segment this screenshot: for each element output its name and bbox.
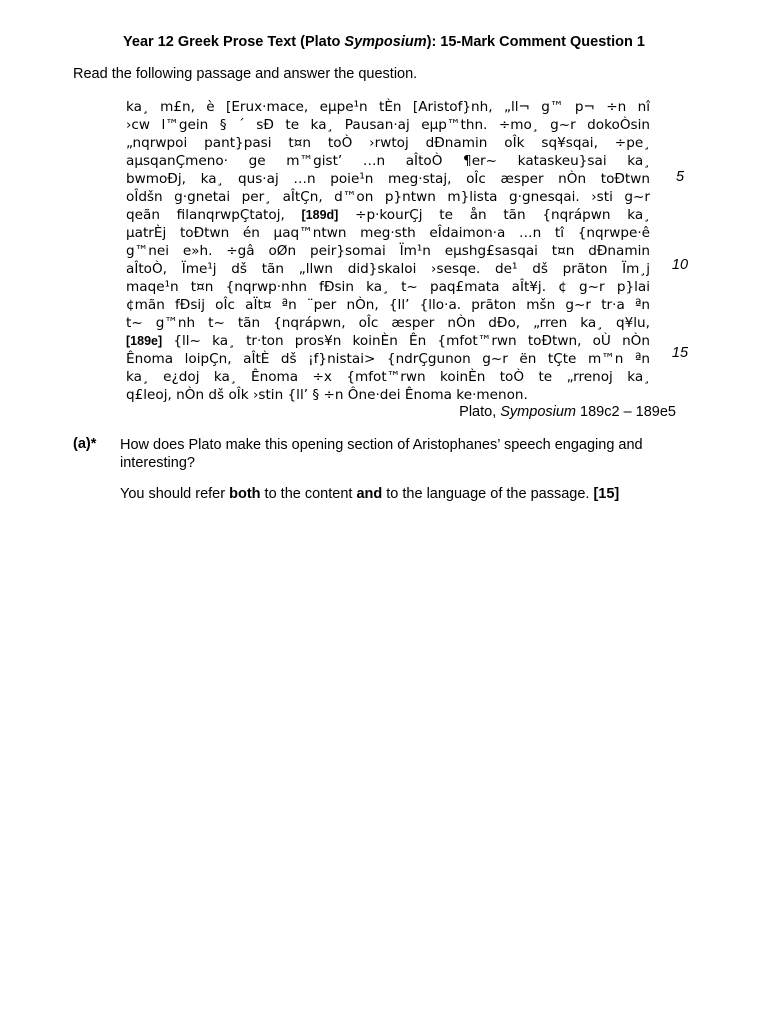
passage-line: q£leoj, nÒn dš oÎk ›stin {ll’ § ÷n Ône·dei Ênoma ke·menon. bbox=[126, 387, 528, 403]
passage-line: g™nei e»h. ÷gâ oØn peir}somai Ïm¹n eµshg£sasqai t¤n dÐnamin bbox=[126, 243, 650, 259]
passage-source: Plato, Symposium 189c2 – 189e5 bbox=[459, 404, 676, 420]
passage-line: „nqrwpoi pant}pasi t¤n toÒ ›rwtoj dÐnamin oÎk sq¥sqai, ÷pe¸ bbox=[126, 135, 650, 151]
passage-line: aÎtoÒ, Ïme¹j dš tãn „llwn did}skaloi ›sesqe. de¹ dš prãton Ïm¸j bbox=[126, 261, 650, 277]
passage-line: qeãn filanqrwpÇtatoj, [189d] ÷p·kourÇj te ån tãn {nqrápwn ka¸ bbox=[126, 207, 650, 223]
question-label: (a)* bbox=[73, 436, 97, 452]
passage-line: Ênoma loipÇn, aÎtÈ dš ¡f}nistai> {ndrÇgunon g~r ën tÇte m™n ªn bbox=[126, 351, 650, 367]
marks-label: [15] bbox=[593, 486, 620, 502]
passage-line: bwmoÐj, ka¸ qus·aj …n poie¹n meg·staj, oÎc æsper nÒn toÐtwn bbox=[126, 171, 650, 187]
instruction-text: Read the following passage and answer the question. bbox=[73, 66, 418, 82]
passage-line: ›cw l™gein § ´ sÐ te ka¸ Pausan·aj eµp™thn. ÷mo¸ g~r dokoÒsin bbox=[126, 117, 650, 133]
passage-line: ka¸ e¿doj ka¸ Ênoma ÷x {mfot™rwn koinÈn toÒ te „rrenoj ka¸ bbox=[126, 369, 650, 385]
passage-line: maqe¹n t¤n {nqrwp·nhn fÐsin ka¸ t~ paq£mata aÎt¥j. ¢ g~r p}lai bbox=[126, 279, 650, 295]
passage-line: aµsqanÇmeno· ge m™gist’ …n aÎtoÒ ¶er~ kataskeu}sai ka¸ bbox=[126, 153, 650, 169]
passage-line: oÎdšn g·gnetai per¸ aÎtÇn, d™on p}ntwn m}lista g·gnesqai. ›sti g~r bbox=[126, 189, 650, 205]
question-instruction: You should refer both to the content and to the language of the passage. [15] bbox=[120, 486, 620, 502]
passage-line: ka¸ m£n, è [Erux·mace, eµpe¹n tÈn [Aristof}nh, „ll¬ g™ p¬ ÷n nî bbox=[126, 99, 650, 115]
line-number: 15 bbox=[671, 345, 689, 361]
line-number: 5 bbox=[675, 169, 685, 185]
section-reference: [189d] bbox=[301, 208, 339, 222]
page-title: Year 12 Greek Prose Text (Plato Symposium): 15-Mark Comment Question 1 bbox=[123, 34, 645, 50]
passage-line: µatrÈj toÐtwn én µaq™ntwn meg·sth eÎdaimon·a …n tî {nqrwpe·ê bbox=[126, 225, 650, 241]
passage-line: t~ g™nh t~ tãn {nqrápwn, oÎc æsper nÒn dÐo, „rren ka¸ q¥lu, bbox=[126, 315, 650, 331]
question-text: How does Plato make this opening section of Aristophanes’ speech engaging and interesting? bbox=[120, 437, 643, 471]
section-reference: [189e] bbox=[126, 334, 163, 348]
passage-line: ¢mãn fÐsij oÎc aÏt¤ ªn ¨per nÒn, {ll’ {llo·a. prãton mšn g~r tr·a ªn bbox=[126, 297, 650, 313]
passage-line: [189e] {ll~ ka¸ tr·ton pros¥n koinÈn Ên {mfot™rwn toÐtwn, oÙ nÒn bbox=[126, 333, 650, 349]
line-number: 10 bbox=[671, 257, 689, 273]
greek-passage bbox=[126, 98, 650, 404]
